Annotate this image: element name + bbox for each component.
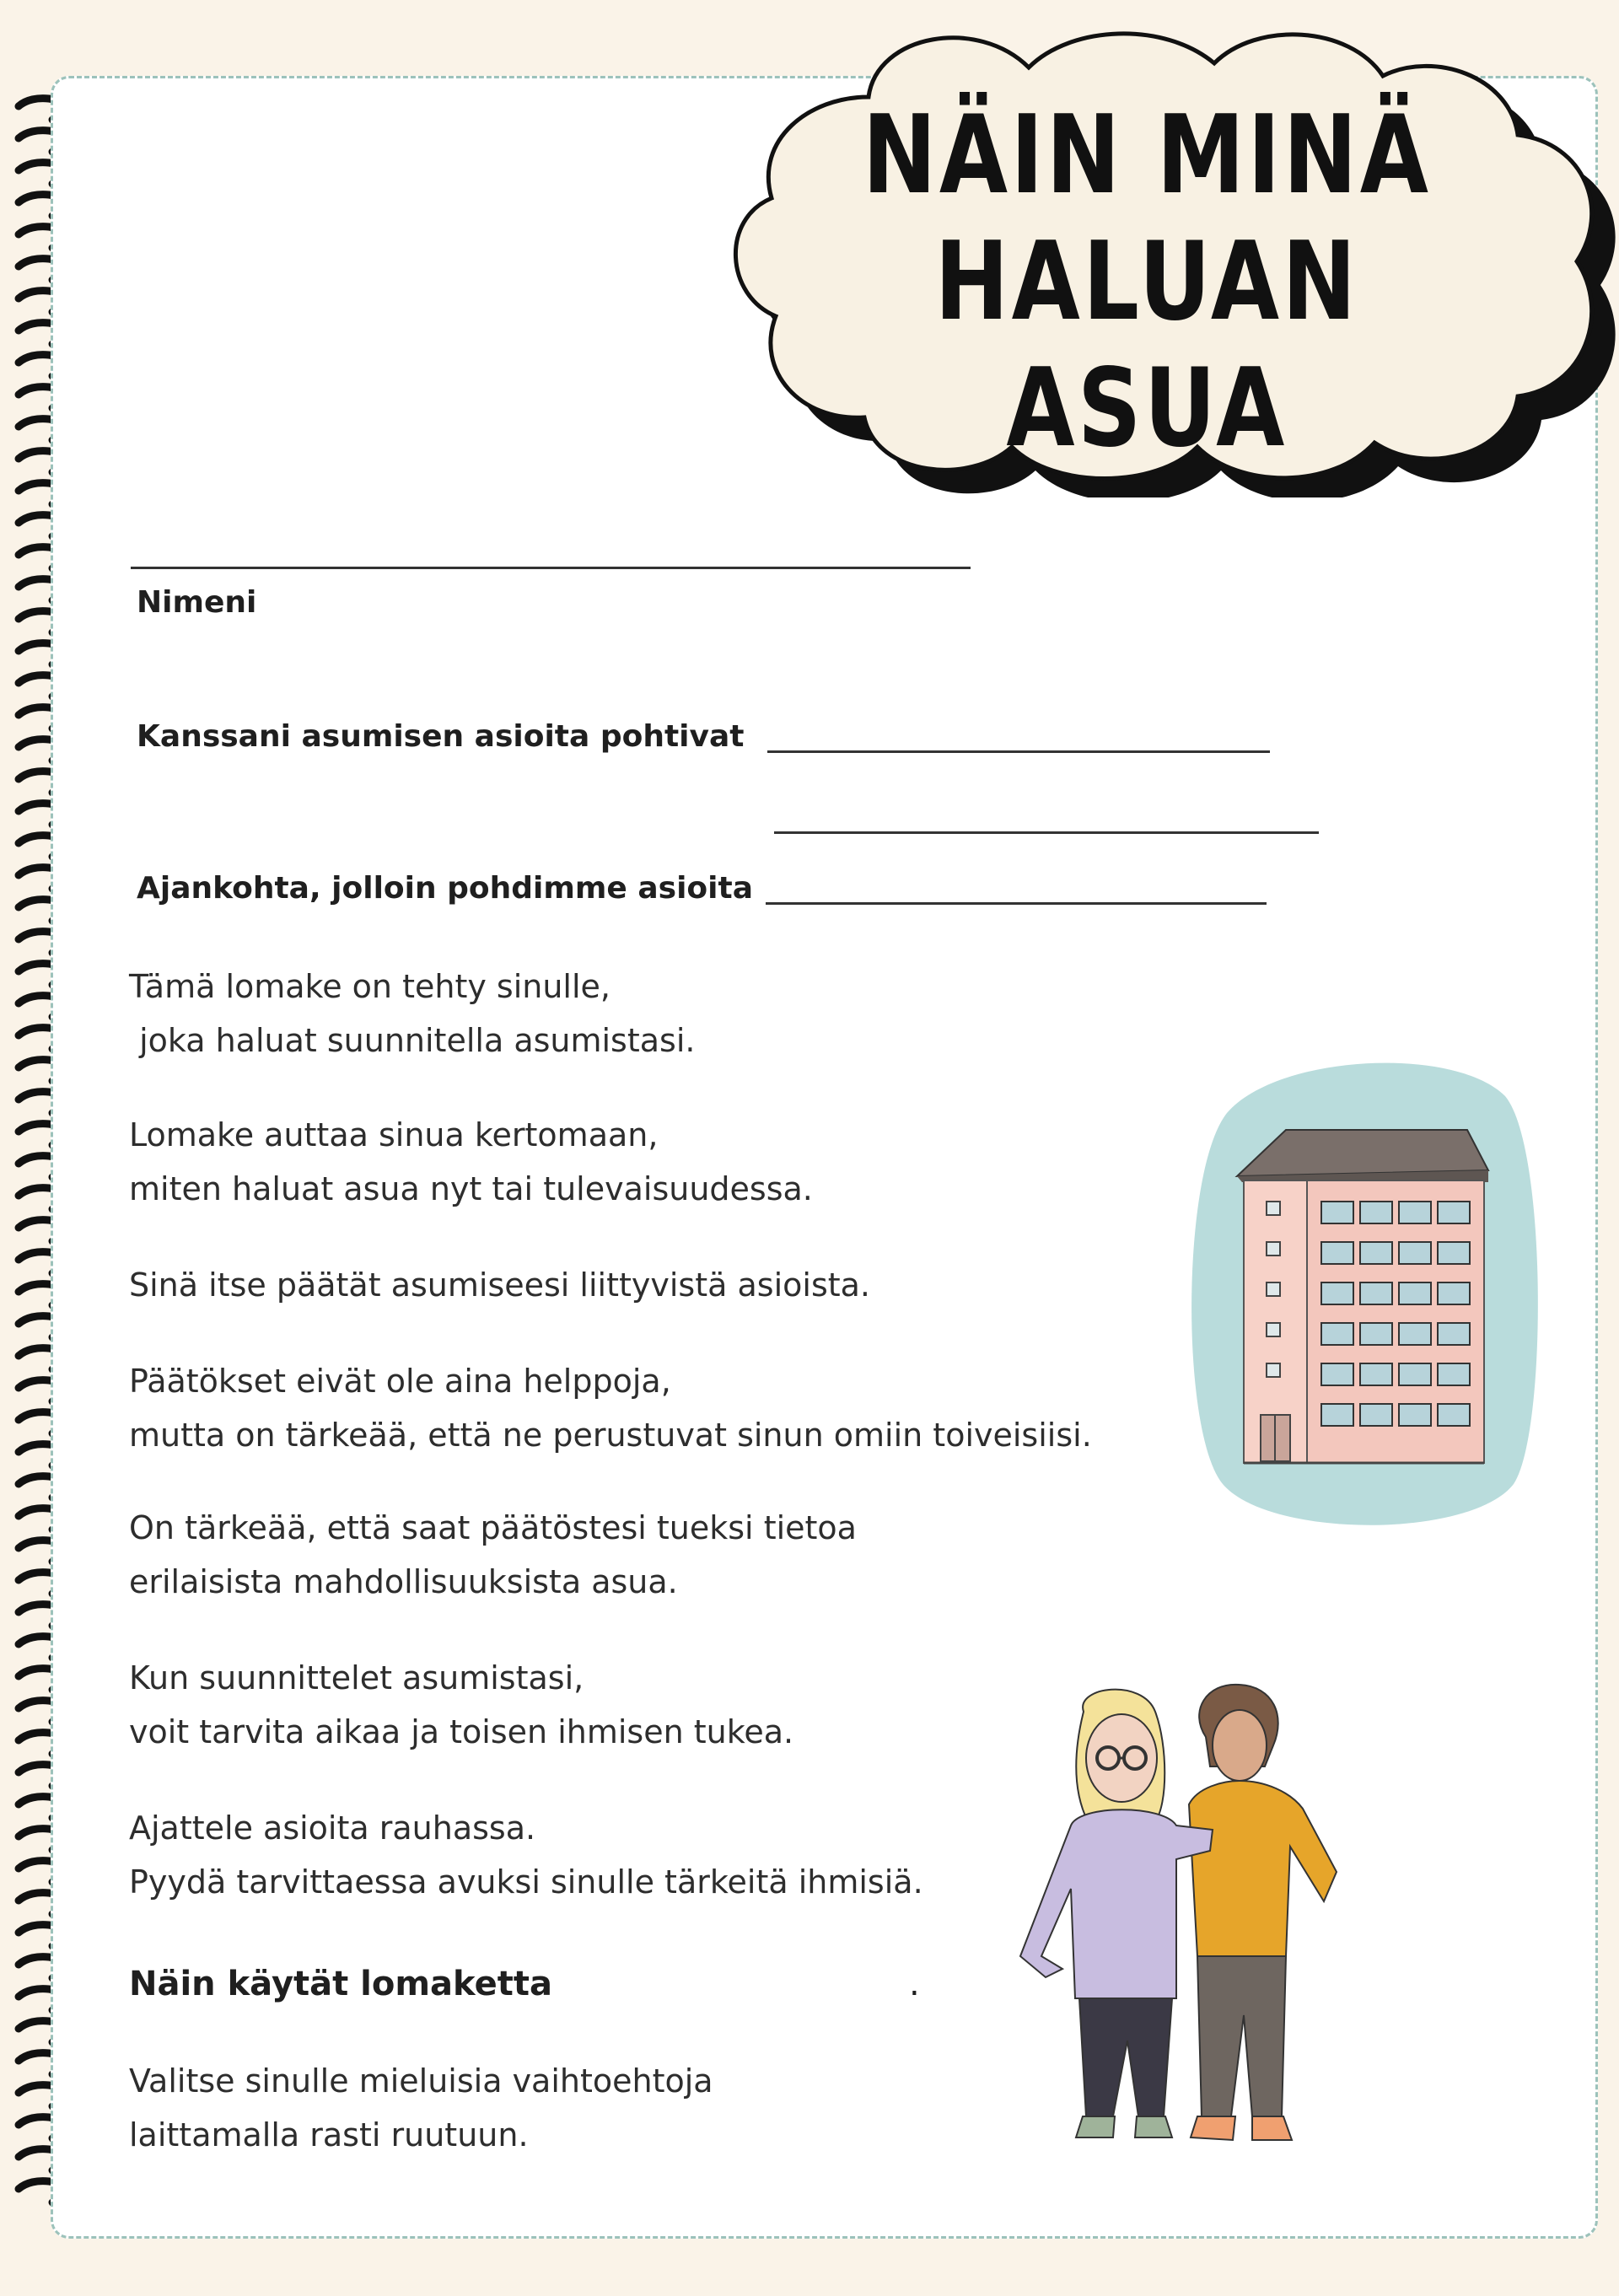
paragraph-line: Ajattele asioita rauhassa. [129,1809,536,1847]
paragraph-line: miten haluat asua nyt tai tulevaisuudessa. [129,1170,813,1207]
page-title [808,93,1486,472]
building-side-window [1267,1363,1280,1377]
building-window [1399,1282,1431,1304]
building-window [1438,1282,1470,1304]
paragraph-line: laittamalla rasti ruutuun. [129,2116,529,2154]
title-line-2: HALUAN ASUA [934,219,1359,471]
two-people-icon [995,1678,1349,2167]
name-field-line[interactable] [131,567,971,569]
paragraph-line: Lomake auttaa sinua kertomaan, [129,1116,659,1153]
title-line-1: NÄIN MINÄ [862,93,1432,218]
building-window [1399,1363,1431,1385]
apartment-building-icon [1176,1046,1547,1535]
building-window [1399,1242,1431,1264]
building-window [1360,1363,1392,1385]
building-window [1438,1242,1470,1264]
building-window [1360,1242,1392,1264]
paragraph-line: Sinä itse päätät asumiseesi liittyvistä asioista. [129,1266,871,1304]
building-window [1321,1323,1353,1345]
building-window [1321,1282,1353,1304]
paragraph-line: joka haluat suunnitella asumistasi. [129,1022,696,1059]
building-window [1360,1282,1392,1304]
paragraph-3 [129,1258,1267,1312]
building-window [1321,1202,1353,1223]
paragraph-line: Päätökset eivät ole aina helppoja, [129,1363,671,1400]
paragraph-line: Tämä lomake on tehty sinulle, [129,968,611,1005]
paragraph-line: On tärkeää, että saat päätöstesi tueksi tietoa [129,1509,857,1546]
building-window [1399,1202,1431,1223]
building-window [1438,1323,1470,1345]
building-side-window [1267,1202,1280,1215]
thinkers-field-line-2[interactable] [774,831,1319,834]
building-window [1438,1202,1470,1223]
building-window [1360,1323,1392,1345]
building-window [1360,1202,1392,1223]
paragraph-4 [129,1354,1267,1462]
building-window [1438,1404,1470,1426]
paragraph-line: voit tarvita aikaa ja toisen ihmisen tukea. [129,1713,794,1750]
thinkers-field-line-1[interactable] [767,750,1270,753]
building-window [1399,1404,1431,1426]
time-label: Ajankohta, jolloin pohdimme asioita [137,871,754,906]
building-window [1321,1242,1353,1264]
paragraph-line: Valitse sinulle mieluisia vaihtoehtoja [129,2062,713,2100]
building-window [1360,1404,1392,1426]
usage-heading: Näin käytät lomaketta [129,1965,552,2003]
stray-dot: . [909,1965,920,2003]
paragraph-line: erilaisista mahdollisuuksista asua. [129,1563,678,1600]
building-window [1321,1404,1353,1426]
paragraph-1 [129,960,1267,1067]
building-side-window [1267,1242,1280,1256]
paragraph-line: mutta on tärkeää, että ne perustuvat sinun omiin toiveisiisi. [129,1417,1092,1454]
building-side-window [1267,1323,1280,1336]
paragraph-5 [129,1501,1267,1609]
time-field-line[interactable] [766,902,1267,905]
building-window [1399,1323,1431,1345]
building-window [1321,1363,1353,1385]
building-window [1438,1363,1470,1385]
building-side-window [1267,1282,1280,1296]
paragraph-line: Pyydä tarvittaessa avuksi sinulle tärkeitä ihmisiä. [129,1863,923,1901]
paragraph-2 [129,1108,1267,1216]
paragraph-line: Kun suunnittelet asumistasi, [129,1659,584,1696]
thinkers-label: Kanssani asumisen asioita pohtivat [137,719,745,754]
name-label: Nimeni [137,585,257,620]
